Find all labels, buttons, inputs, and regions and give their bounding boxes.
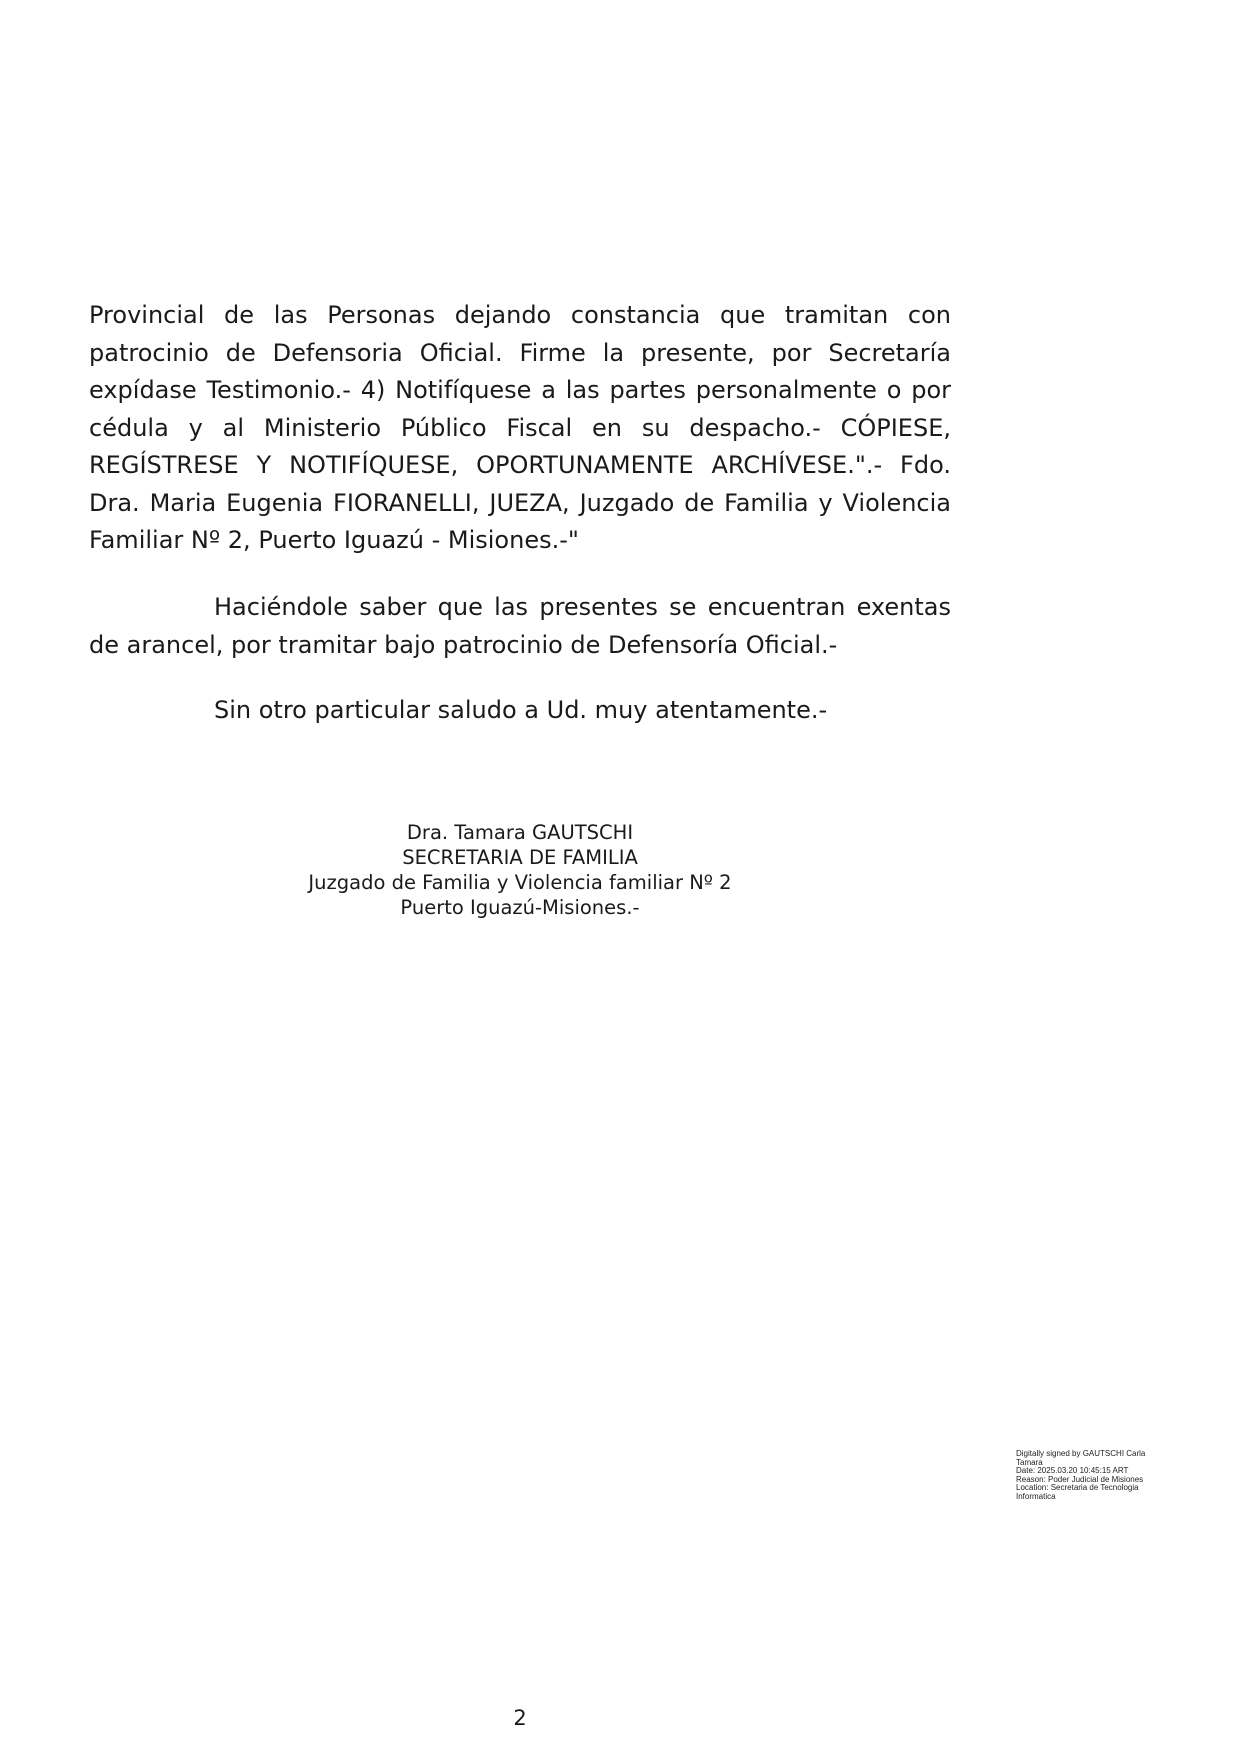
signer-name: Dra. Tamara GAUTSCHI	[406, 821, 634, 844]
signer-title: SECRETARIA DE FAMILIA	[402, 846, 638, 869]
signer-court: Juzgado de Familia y Violencia familiar Nº 2	[308, 871, 732, 894]
stamp-line: Informatica	[1016, 1491, 1056, 1501]
stamp-line: Location: Secretaria de Tecnologia	[1016, 1483, 1139, 1492]
stamp-line: Tamara	[1016, 1457, 1043, 1467]
page-number: 2	[513, 1706, 527, 1730]
signature-block	[260, 820, 780, 920]
closing-paragraph: Sin otro particular saludo a Ud. muy atentamente.-	[214, 696, 828, 724]
body-paragraph: Provincial de las Personas dejando constancia que tramitan con patrocinio de Defensoria Oficial. Firme la presente, por Secretaría expídase Testimonio.- 4) Notifíquese a las partes personalmente o por cédula y al Ministerio Público Fiscal en su despacho.- CÓPIESE, REGÍSTRESE Y NOTIFÍQUESE, OPORTUNAMENTE ARCHÍVESE.".- Fdo. Dra. Maria Eugenia FIORANELLI, JUEZA, Juzgado de Familia y Violencia Familiar Nº 2, Puerto Iguazú - Misiones.-"	[89, 301, 951, 554]
body-paragraph: Haciéndole saber que las presentes se encuentran exentas de arancel, por tramitar bajo patrocinio de Defensoría Oficial.-	[89, 593, 951, 659]
stamp-line: Reason: Poder Judicial de Misiones	[1016, 1474, 1144, 1484]
stamp-line: Date: 2025.03.20 10:45:15 ART	[1016, 1466, 1129, 1475]
digital-signature-stamp	[1016, 1450, 1166, 1501]
stamp-line: Digitally signed by GAUTSCHI Carla	[1016, 1449, 1146, 1458]
signer-location: Puerto Iguazú-Misiones.-	[400, 896, 640, 919]
